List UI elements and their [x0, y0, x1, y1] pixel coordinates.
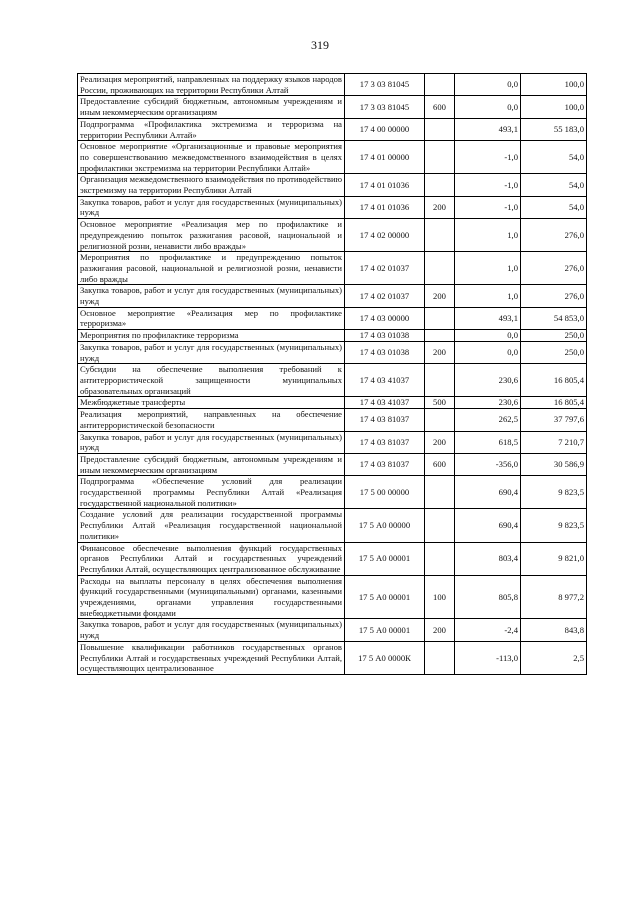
row-code: 17 4 02 01037 — [345, 285, 425, 307]
row-code: 17 3 03 81045 — [345, 74, 425, 96]
row-expense-type — [425, 364, 455, 397]
table-row — [78, 409, 587, 431]
row-total: 55 183,0 — [521, 118, 587, 140]
row-change: 803,4 — [455, 542, 521, 575]
row-name: Предоставление субсидий бюджетным, автономным учреждениям и иным некоммерческим организациям — [78, 453, 345, 475]
row-expense-type — [425, 252, 455, 285]
row-change: 0,0 — [455, 96, 521, 118]
table-row — [78, 476, 587, 509]
row-name: Закупка товаров, работ и услуг для государственных (муниципальных) нужд — [78, 341, 345, 363]
row-name: Закупка товаров, работ и услуг для государственных (муниципальных) нужд — [78, 619, 345, 641]
row-code: 17 4 02 01037 — [345, 252, 425, 285]
row-code: 17 4 03 81037 — [345, 409, 425, 431]
budget-table-body — [78, 74, 587, 675]
row-code: 17 3 03 81045 — [345, 96, 425, 118]
row-change: 230,6 — [455, 397, 521, 409]
row-change: 618,5 — [455, 431, 521, 453]
row-name: Основное мероприятие «Реализация мер по профилактике терроризма» — [78, 307, 345, 329]
row-name: Расходы на выплаты персоналу в целях обеспечения выполнения функций государственными (муниципальными) органами, казенными учреждениями, органами управления государственными внебюджетными фондами — [78, 575, 345, 619]
row-code: 17 5 А0 00000 — [345, 509, 425, 542]
row-total: 100,0 — [521, 74, 587, 96]
row-expense-type: 200 — [425, 196, 455, 218]
row-total: 54 853,0 — [521, 307, 587, 329]
row-total: 2,5 — [521, 641, 587, 674]
table-row — [78, 641, 587, 674]
table-row — [78, 174, 587, 196]
table-row — [78, 196, 587, 218]
table-row — [78, 542, 587, 575]
row-total: 276,0 — [521, 252, 587, 285]
row-total: 100,0 — [521, 96, 587, 118]
row-change: -1,0 — [455, 141, 521, 174]
row-name: Подпрограмма «Обеспечение условий для реализации государственной программы Республики Алтай «Реализация государственной национальной политики» — [78, 476, 345, 509]
row-total: 9 823,5 — [521, 509, 587, 542]
table-row — [78, 330, 587, 342]
row-name: Мероприятия по профилактике и предупреждению попыток разжигания расовой, национальной и религиозной розни, ненависти либо вражды — [78, 252, 345, 285]
row-total: 9 821,0 — [521, 542, 587, 575]
budget-table — [77, 73, 587, 675]
row-expense-type: 200 — [425, 341, 455, 363]
row-expense-type — [425, 74, 455, 96]
row-change: 805,8 — [455, 575, 521, 619]
row-code: 17 5 А0 00001 — [345, 575, 425, 619]
row-total: 54,0 — [521, 196, 587, 218]
row-code: 17 4 03 01038 — [345, 330, 425, 342]
table-row — [78, 509, 587, 542]
table-row — [78, 397, 587, 409]
row-name: Повышение квалификации работников государственных органов Республики Алтай и государственных учреждений Республики Алтай, осуществляющих централизованное — [78, 641, 345, 674]
row-change: 493,1 — [455, 307, 521, 329]
row-change: 0,0 — [455, 74, 521, 96]
row-change: 1,0 — [455, 252, 521, 285]
table-row — [78, 575, 587, 619]
row-name: Подпрограмма «Профилактика экстремизма и терроризма на территории Республики Алтай» — [78, 118, 345, 140]
row-name: Основное мероприятие «Реализация мер по профилактике и предупреждению попыток разжигания расовой, национальной и религиозной розни, ненависти либо вражды» — [78, 219, 345, 252]
row-total: 8 977,2 — [521, 575, 587, 619]
row-code: 17 5 А0 0000К — [345, 641, 425, 674]
row-total: 30 586,9 — [521, 453, 587, 475]
row-expense-type: 200 — [425, 619, 455, 641]
row-code: 17 4 01 00000 — [345, 141, 425, 174]
row-expense-type — [425, 118, 455, 140]
row-change: -1,0 — [455, 174, 521, 196]
row-code: 17 4 03 81037 — [345, 453, 425, 475]
row-code: 17 4 03 00000 — [345, 307, 425, 329]
row-code: 17 4 00 00000 — [345, 118, 425, 140]
table-row — [78, 364, 587, 397]
table-row — [78, 341, 587, 363]
table-row — [78, 118, 587, 140]
row-expense-type — [425, 542, 455, 575]
row-change: 230,6 — [455, 364, 521, 397]
row-name: Создание условий для реализации государственной программы Республики Алтай «Реализация государственной национальной политики» — [78, 509, 345, 542]
row-code: 17 4 03 41037 — [345, 364, 425, 397]
row-expense-type — [425, 141, 455, 174]
row-name: Мероприятия по профилактике терроризма — [78, 330, 345, 342]
row-total: 54,0 — [521, 141, 587, 174]
row-change: 690,4 — [455, 476, 521, 509]
row-code: 17 4 01 01036 — [345, 196, 425, 218]
table-row — [78, 453, 587, 475]
row-total: 7 210,7 — [521, 431, 587, 453]
row-code: 17 4 03 81037 — [345, 431, 425, 453]
row-name: Основное мероприятие «Организационные и правовые мероприятия по совершенствованию межведомственного взаимодействия в целях профилактики экстремизма на территории Республики Алтай» — [78, 141, 345, 174]
row-name: Организация межведомственного взаимодействия по противодействию экстремизму на территории Республики Алтай — [78, 174, 345, 196]
page-number: 319 — [311, 38, 329, 52]
row-total: 250,0 — [521, 341, 587, 363]
row-change: -2,4 — [455, 619, 521, 641]
row-name: Предоставление субсидий бюджетным, автономным учреждениям и иным некоммерческим организациям — [78, 96, 345, 118]
row-expense-type: 600 — [425, 453, 455, 475]
row-total: 54,0 — [521, 174, 587, 196]
row-change: 0,0 — [455, 330, 521, 342]
table-row — [78, 96, 587, 118]
row-change: 262,5 — [455, 409, 521, 431]
row-name: Закупка товаров, работ и услуг для государственных (муниципальных) нужд — [78, 431, 345, 453]
row-expense-type — [425, 641, 455, 674]
row-expense-type: 500 — [425, 397, 455, 409]
row-name: Закупка товаров, работ и услуг для государственных (муниципальных) нужд — [78, 196, 345, 218]
row-change: 493,1 — [455, 118, 521, 140]
row-expense-type: 200 — [425, 431, 455, 453]
row-change: 1,0 — [455, 285, 521, 307]
table-row — [78, 74, 587, 96]
table-row — [78, 141, 587, 174]
row-expense-type — [425, 509, 455, 542]
row-expense-type — [425, 219, 455, 252]
row-code: 17 5 А0 00001 — [345, 619, 425, 641]
row-name: Субсидии на обеспечение выполнения требований к антитеррористической защищенности муниципальных образовательных организаций — [78, 364, 345, 397]
row-change: -1,0 — [455, 196, 521, 218]
row-total: 843,8 — [521, 619, 587, 641]
row-change: 1,0 — [455, 219, 521, 252]
row-name: Финансовое обеспечение выполнения функций государственных органов Республики Алтай и государственных учреждений Республики Алтай, осуществляющих централизованное обслуживание — [78, 542, 345, 575]
row-code: 17 4 03 41037 — [345, 397, 425, 409]
row-name: Закупка товаров, работ и услуг для государственных (муниципальных) нужд — [78, 285, 345, 307]
row-change: -356,0 — [455, 453, 521, 475]
row-expense-type: 100 — [425, 575, 455, 619]
table-row — [78, 431, 587, 453]
row-expense-type — [425, 307, 455, 329]
row-total: 9 823,5 — [521, 476, 587, 509]
table-row — [78, 307, 587, 329]
row-total: 276,0 — [521, 219, 587, 252]
row-total: 37 797,6 — [521, 409, 587, 431]
row-change: -113,0 — [455, 641, 521, 674]
row-name: Межбюджетные трансферты — [78, 397, 345, 409]
row-code: 17 4 02 00000 — [345, 219, 425, 252]
row-expense-type — [425, 476, 455, 509]
row-name: Реализация мероприятий, направленных на поддержку языков народов России, проживающих на территории Республики Алтай — [78, 74, 345, 96]
row-total: 16 805,4 — [521, 364, 587, 397]
row-expense-type: 200 — [425, 285, 455, 307]
row-total: 250,0 — [521, 330, 587, 342]
table-row — [78, 252, 587, 285]
row-expense-type — [425, 409, 455, 431]
table-row — [78, 285, 587, 307]
row-change: 0,0 — [455, 341, 521, 363]
row-expense-type — [425, 330, 455, 342]
row-code: 17 4 01 01036 — [345, 174, 425, 196]
row-total: 276,0 — [521, 285, 587, 307]
row-total: 16 805,4 — [521, 397, 587, 409]
row-code: 17 4 03 01038 — [345, 341, 425, 363]
row-expense-type: 600 — [425, 96, 455, 118]
table-row — [78, 219, 587, 252]
row-code: 17 5 00 00000 — [345, 476, 425, 509]
row-expense-type — [425, 174, 455, 196]
table-row — [78, 619, 587, 641]
row-code: 17 5 А0 00001 — [345, 542, 425, 575]
row-change: 690,4 — [455, 509, 521, 542]
row-name: Реализация мероприятий, направленных на обеспечение антитеррористической безопасности — [78, 409, 345, 431]
